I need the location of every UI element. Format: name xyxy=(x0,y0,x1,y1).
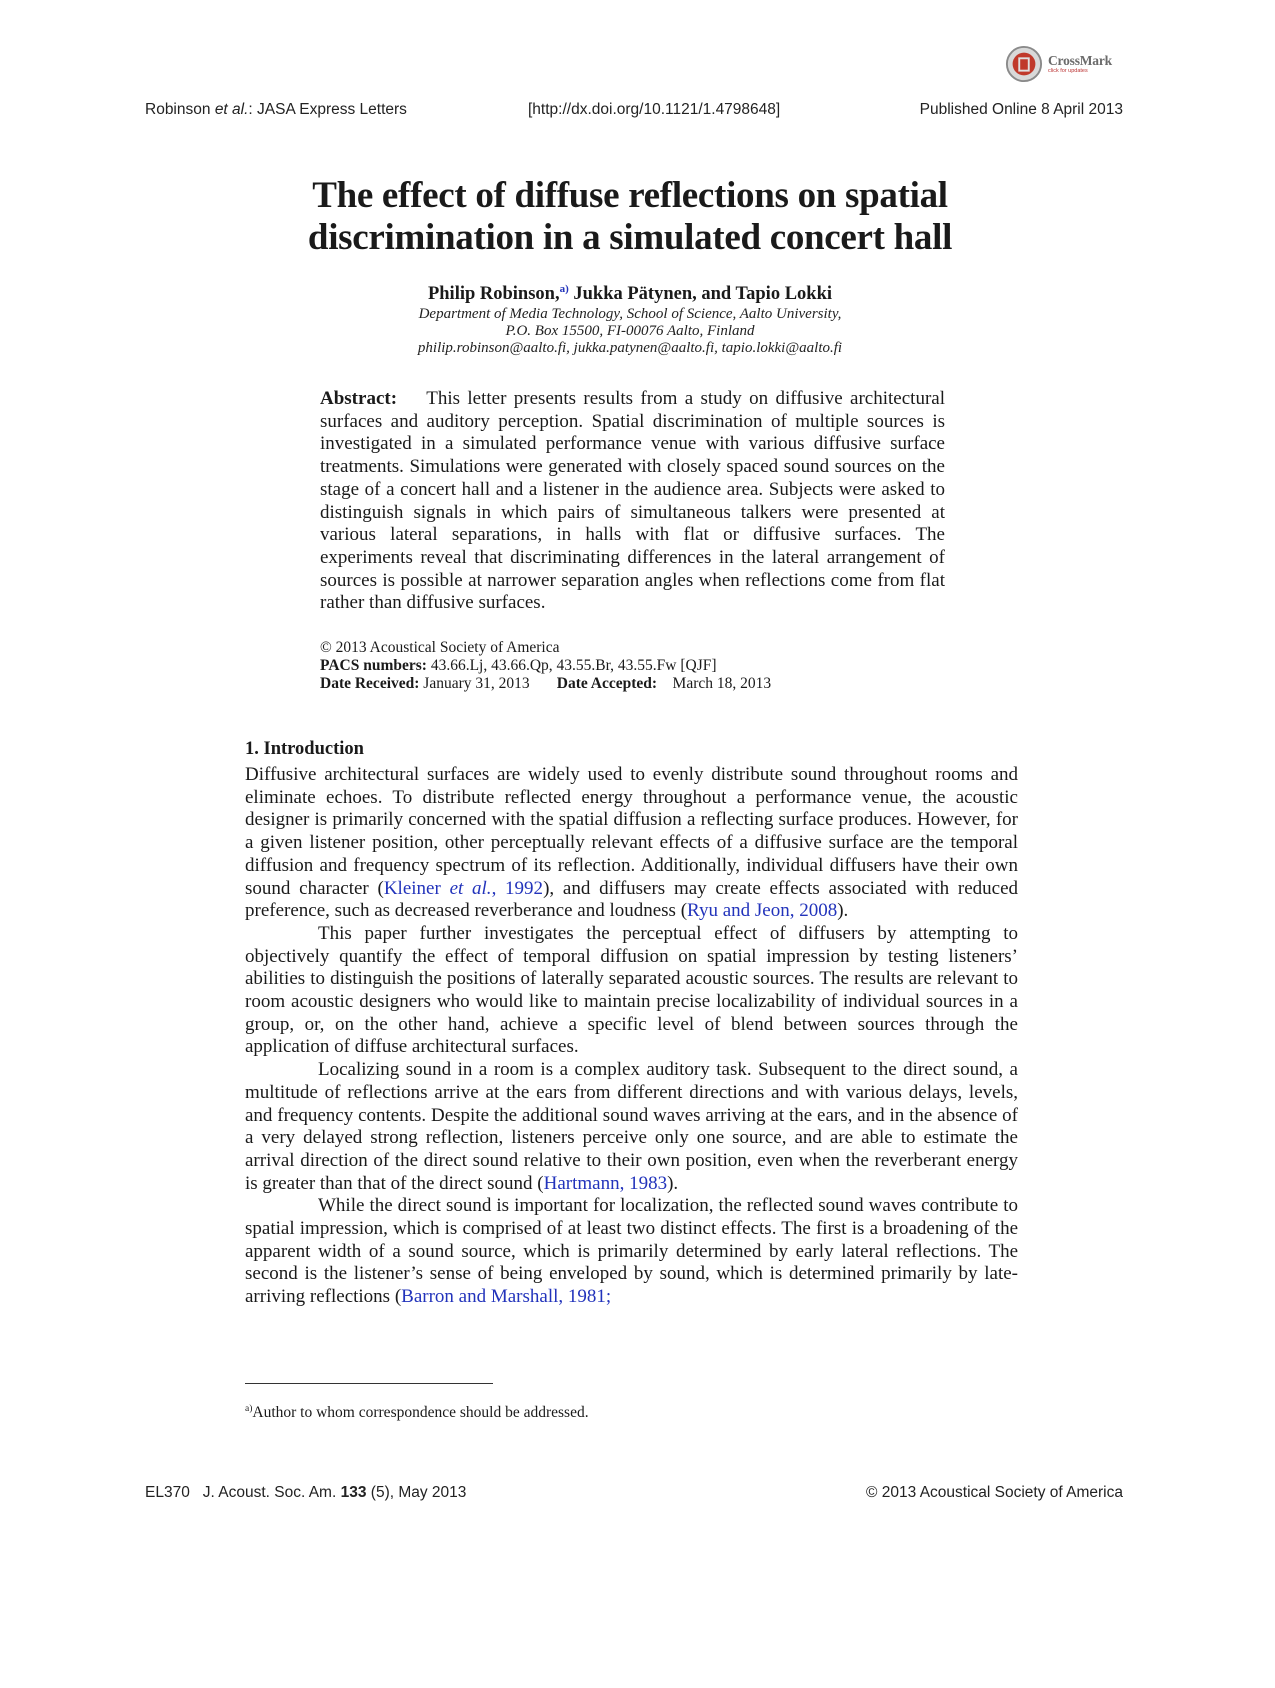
affiliation-line-2: P.O. Box 15500, FI-00076 Aalto, Finland xyxy=(505,323,755,339)
crossmark-icon xyxy=(1005,45,1043,83)
running-head-etal: et al. xyxy=(214,101,249,118)
p1-text-b: ), and diffusers may create effects associated with reduced preference, such as decreased reverberance and loudness ( xyxy=(245,877,1019,922)
footer-volume: 133 xyxy=(340,1484,367,1501)
abstract-label: Abstract: xyxy=(320,388,398,409)
p4-text-a: While the direct sound is important for localization, the reflected sound waves contribute to spatial impression, which is comprised of at least two distinct effects. The first is a broadening of the apparent width of a sound source, which is primarily determined by early lateral reflections. The second is the listener’s sense of being enveloped by sound, which is determined primarily by late-arriving reflections ( xyxy=(245,1195,1018,1308)
p3-text-b: ). xyxy=(667,1172,679,1194)
pacs-line xyxy=(320,657,945,675)
affiliation xyxy=(250,306,1010,357)
running-head-doi[interactable]: [http://dx.doi.org/10.1121/1.4798648] xyxy=(528,101,781,118)
footnote-mark: a) xyxy=(245,1404,253,1414)
footnote xyxy=(245,1404,589,1422)
running-head-journal: : JASA Express Letters xyxy=(248,101,407,118)
author-first: Philip Robinson, xyxy=(427,284,560,305)
footer-issue: (5), May 2013 xyxy=(370,1484,467,1501)
crossmark-badge[interactable] xyxy=(1005,44,1117,84)
author-footnote-mark[interactable]: a) xyxy=(559,283,569,295)
footnote-text: Author to whom correspondence should be addressed. xyxy=(252,1404,589,1422)
affiliation-emails: philip.robinson@aalto.fi, jukka.patynen@aalto.fi, tapio.lokki@aalto.fi xyxy=(417,340,843,356)
crossmark-subtitle: click for updates xyxy=(1048,68,1088,74)
citation-ryu-jeon[interactable]: Ryu and Jeon, 2008 xyxy=(687,900,838,922)
accepted-label: Date Accepted: xyxy=(556,675,658,692)
author-list xyxy=(250,283,1010,305)
abstract-text: This letter presents results from a study on diffusive architectural surfaces and auditory perception. Spatial discrimination of multiple sources is investigated in a simulated performance venue with various diffusive surface treatments. Simulations were generated with closely spaced sound sources on the stage of a concert hall and a listener in the audience area. Subjects were asked to distinguish signals in which pairs of simultaneous talkers were presented at various lateral separations, in halls with flat or diffusive surfaces. The experiments reveal that discriminating differences in the lateral arrangement of sources is possible at narrower separation angles when reflections come from flat rather than diffusive surfaces. xyxy=(320,388,945,614)
copyright-line: © 2013 Acoustical Society of America xyxy=(320,639,560,656)
paragraph-4 xyxy=(245,1195,1018,1309)
footer-copyright: © 2013 Acoustical Society of America xyxy=(866,1484,1123,1501)
title-line-2: discrimination in a simulated concert hall xyxy=(307,217,953,258)
citation-kleiner[interactable] xyxy=(384,878,543,899)
received-label: Date Received: xyxy=(320,675,420,692)
p3-text-a: Localizing sound in a room is a complex auditory task. Subsequent to the direct sound, a multitude of reflections arrive at the ears from different directions and with various delays, levels, and frequency contents. Despite the additional sound waves arriving at the ears, and in the absence of a very delayed strong reflection, listeners perceive only one source, and are able to estimate the arrival direction of the direct sound relative to their own position, even when the reverberant energy is greater than that of the direct sound ( xyxy=(245,1059,1018,1194)
received-value: January 31, 2013 xyxy=(423,675,530,692)
crossmark-title: CrossMark xyxy=(1048,52,1112,68)
abstract xyxy=(320,388,945,615)
citation-barron-marshall[interactable]: Barron and Marshall, 1981; xyxy=(401,1286,612,1308)
dates-line xyxy=(320,675,945,693)
p1-text-c: ). xyxy=(837,900,849,922)
citation-kleiner-year: , 1992 xyxy=(491,877,544,899)
running-head-author: Robinson xyxy=(145,101,211,118)
accepted-value: March 18, 2013 xyxy=(672,675,772,692)
citation-hartmann[interactable]: Hartmann, 1983 xyxy=(543,1172,668,1194)
section-body xyxy=(245,764,1018,1309)
pacs-label: PACS numbers: xyxy=(320,657,427,674)
running-head-left xyxy=(145,101,407,119)
footer-page: EL370 xyxy=(145,1484,190,1501)
paragraph-2: This paper further investigates the perceptual effect of diffusers by attempting to objectively quantify the effect of temporal diffusion on spatial impression by testing listeners’ abilities to distinguish the positions of laterally separated acoustic sources. The results are relevant to room acoustic designers who would like to maintain precise localizability of individual sources in a group, or, on the other hand, achieve a specific level of blend between sources through the application of diffuse architectural surfaces. xyxy=(245,922,1018,1058)
citation-kleiner-etal: et al. xyxy=(449,877,492,899)
footer-journal: J. Acoust. Soc. Am. xyxy=(202,1484,337,1501)
section-heading: 1. Introduction xyxy=(245,739,364,759)
p1-text-a: Diffusive architectural surfaces are widely used to evenly distribute sound throughout rooms and eliminate echoes. To distribute reflected energy throughout a performance venue, the acoustic designer is primarily concerned with the spatial diffusion a reflecting surface produces. However, for a given listener position, other perceptually relevant effects of a diffusive surface are the temporal diffusion and frequency spectrum of its reflection. Additionally, individual diffusers have their own sound character ( xyxy=(245,764,1018,899)
paragraph-3 xyxy=(245,1059,1018,1195)
author-rest: Jukka Pätynen, and Tapio Lokki xyxy=(568,284,833,305)
paper-title xyxy=(250,175,1010,259)
footer-citation xyxy=(145,1484,466,1502)
paragraph-1 xyxy=(245,764,1018,923)
pacs-value: 43.66.Lj, 43.66.Qp, 43.55.Br, 43.55.Fw [QJF] xyxy=(430,657,717,674)
affiliation-line-1: Department of Media Technology, School of Science, Aalto University, xyxy=(418,306,842,322)
footnote-divider xyxy=(245,1383,493,1384)
title-line-1: The effect of diffuse reflections on spatial xyxy=(312,175,948,216)
citation-kleiner-author: Kleiner xyxy=(383,877,450,899)
running-head-published: Published Online 8 April 2013 xyxy=(919,101,1123,118)
